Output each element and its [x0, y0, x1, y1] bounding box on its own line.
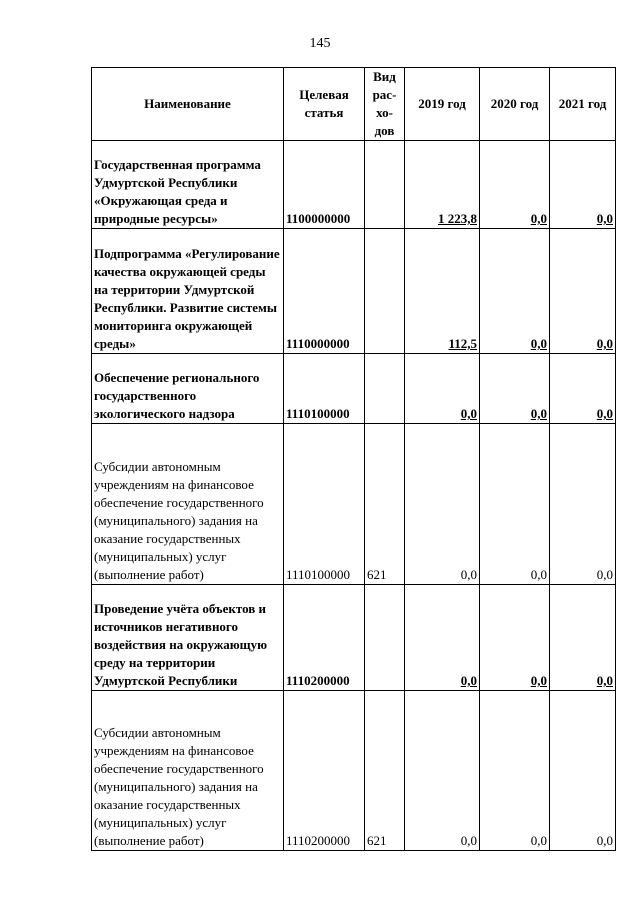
table-row [92, 585, 616, 691]
header-target: Целевая статья [284, 68, 365, 141]
row-2019: 0,0 [405, 354, 480, 424]
row-2020: 0,0 [480, 585, 550, 691]
row-2019: 112,5 [405, 229, 480, 354]
row-type [365, 229, 405, 354]
table-row [92, 229, 616, 354]
row-type [365, 354, 405, 424]
header-2020: 2020 год [480, 68, 550, 141]
row-type [365, 585, 405, 691]
row-type: 621 [365, 424, 405, 585]
row-target: 1110200000 [284, 691, 365, 851]
table-header-row [92, 68, 616, 141]
row-name: Субсидии автономным учреждениям на финансовое обеспечение государственного (муниципального) задания на оказание государственных (муниципальных) услуг (выполнение работ) [92, 691, 284, 851]
row-2020: 0,0 [480, 141, 550, 229]
row-target: 1110000000 [284, 229, 365, 354]
budget-table [91, 67, 616, 851]
row-2020: 0,0 [480, 424, 550, 585]
row-2020: 0,0 [480, 229, 550, 354]
row-name: Подпрограмма «Регулирование качества окружающей среды на территории Удмуртской Республики. Развитие системы мониторинга окружающей среды» [92, 229, 284, 354]
row-target: 1110100000 [284, 354, 365, 424]
row-target: 1100000000 [284, 141, 365, 229]
table-row [92, 141, 616, 229]
table-row [92, 424, 616, 585]
header-2019: 2019 год [405, 68, 480, 141]
header-type: Вид рас-хо-дов [365, 68, 405, 141]
row-type [365, 141, 405, 229]
row-target: 1110200000 [284, 585, 365, 691]
row-2021: 0,0 [550, 354, 616, 424]
row-name: Государственная программа Удмуртской Республики «Окружающая среда и природные ресурсы» [92, 141, 284, 229]
row-target: 1110100000 [284, 424, 365, 585]
row-2019: 1 223,8 [405, 141, 480, 229]
row-2019: 0,0 [405, 585, 480, 691]
header-name: Наименование [92, 68, 284, 141]
table-row [92, 691, 616, 851]
row-2019: 0,0 [405, 424, 480, 585]
row-2021: 0,0 [550, 141, 616, 229]
row-name: Субсидии автономным учреждениям на финансовое обеспечение государственного (муниципального) задания на оказание государственных (муниципальных) услуг (выполнение работ) [92, 424, 284, 585]
row-type: 621 [365, 691, 405, 851]
row-2020: 0,0 [480, 691, 550, 851]
row-name: Обеспечение регионального государственного экологического надзора [92, 354, 284, 424]
row-2020: 0,0 [480, 354, 550, 424]
header-2021: 2021 год [550, 68, 616, 141]
page-number: 145 [309, 36, 331, 51]
table-row [92, 354, 616, 424]
row-2021: 0,0 [550, 424, 616, 585]
row-2021: 0,0 [550, 585, 616, 691]
row-2019: 0,0 [405, 691, 480, 851]
row-name: Проведение учёта объектов и источников негативного воздействия на окружающую среду на территории Удмуртской Республики [92, 585, 284, 691]
row-2021: 0,0 [550, 691, 616, 851]
row-2021: 0,0 [550, 229, 616, 354]
